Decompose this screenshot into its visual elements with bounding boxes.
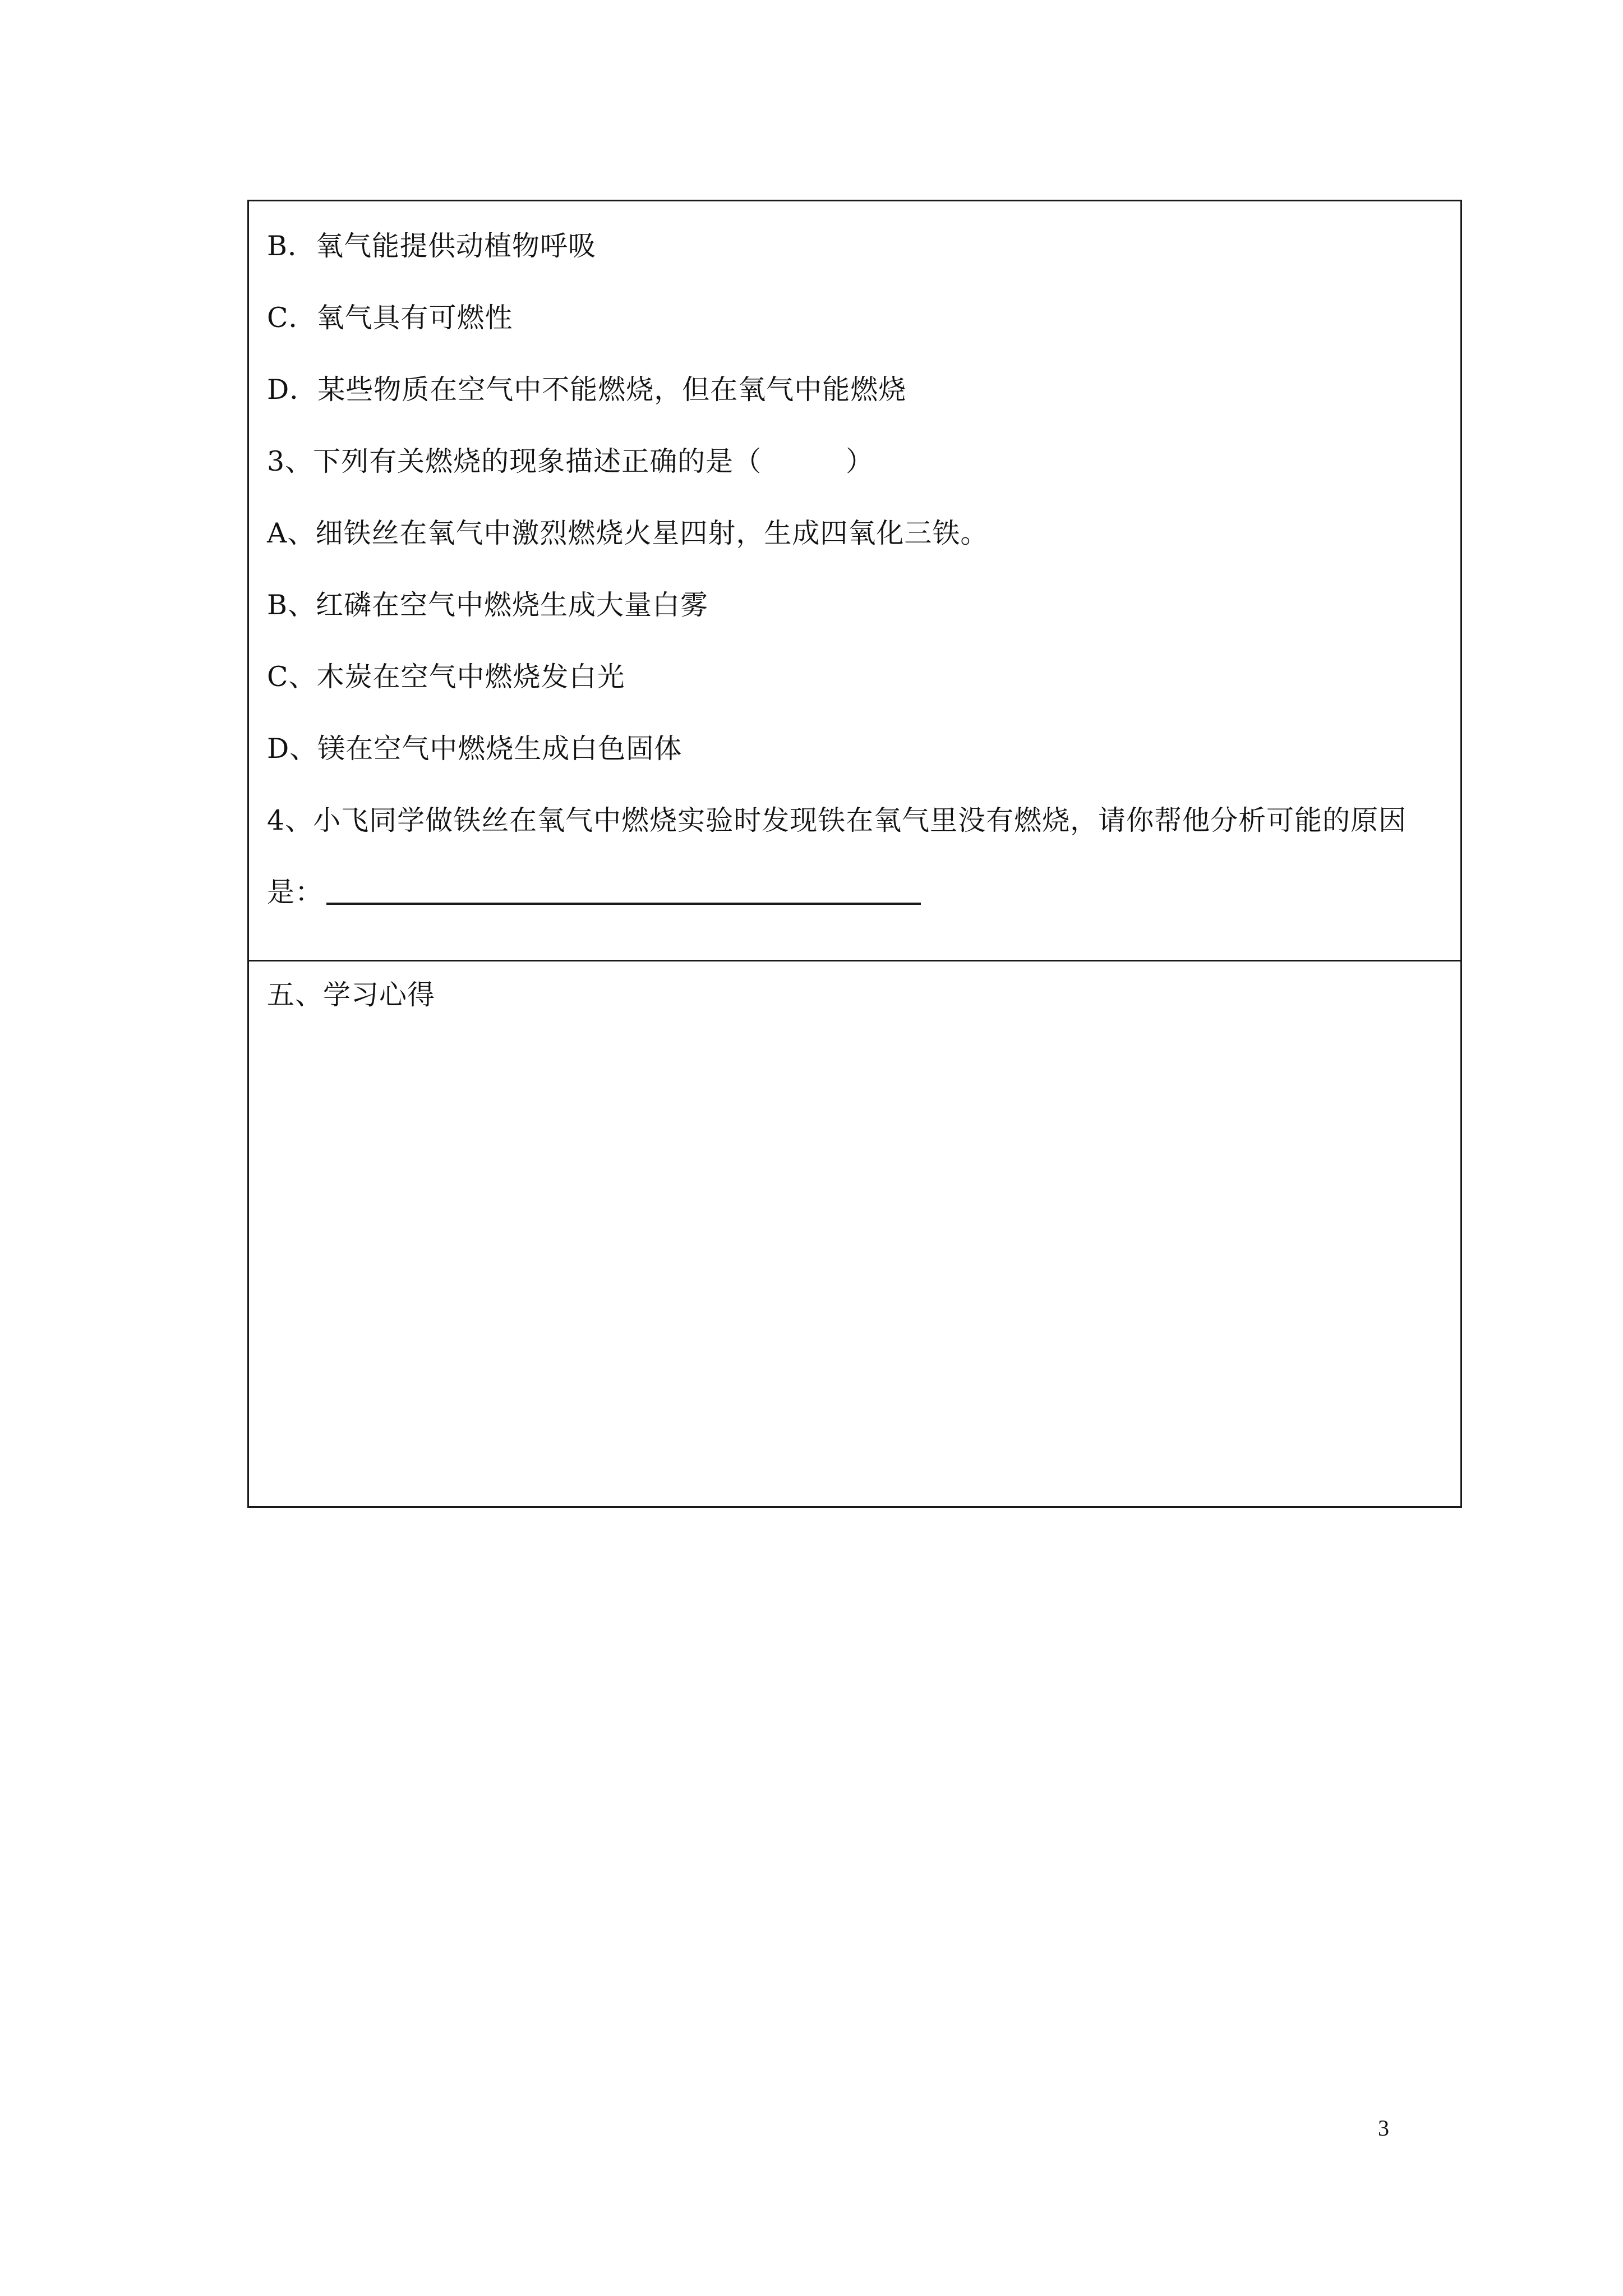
q2-option-c: C．氧气具有可燃性 — [267, 302, 513, 334]
page-number: 3 — [1378, 2115, 1389, 2141]
q3-stem: 3、下列有关燃烧的现象描述正确的是（ ） — [267, 445, 874, 477]
q4-stem: 4、小飞同学做铁丝在氧气中燃烧实验时发现铁在氧气里没有燃烧，请你帮他分析可能的原因 — [267, 804, 1407, 836]
q2-option-d: D．某些物质在空气中不能燃烧，但在氧气中能燃烧 — [267, 374, 907, 406]
q2-option-b: B．氧气能提供动植物呼吸 — [267, 230, 597, 262]
section-5-title: 五、学习心得 — [267, 979, 436, 1011]
q3-option-a: A、细铁丝在氧气中激烈燃烧火星四射，生成四氧化三铁。 — [267, 517, 989, 549]
reflection-box — [247, 960, 1462, 1508]
exercise-box — [247, 200, 1462, 961]
q3-option-b: B、红磷在空气中燃烧生成大量白雾 — [267, 589, 709, 621]
q3-option-d: D、镁在空气中燃烧生成白色固体 — [267, 733, 683, 765]
q4-answer-line — [267, 876, 921, 909]
q3-option-c: C、木炭在空气中燃烧发白光 — [267, 661, 625, 693]
q4-answer-prefix: 是： — [267, 876, 324, 908]
answer-blank[interactable] — [326, 903, 921, 905]
